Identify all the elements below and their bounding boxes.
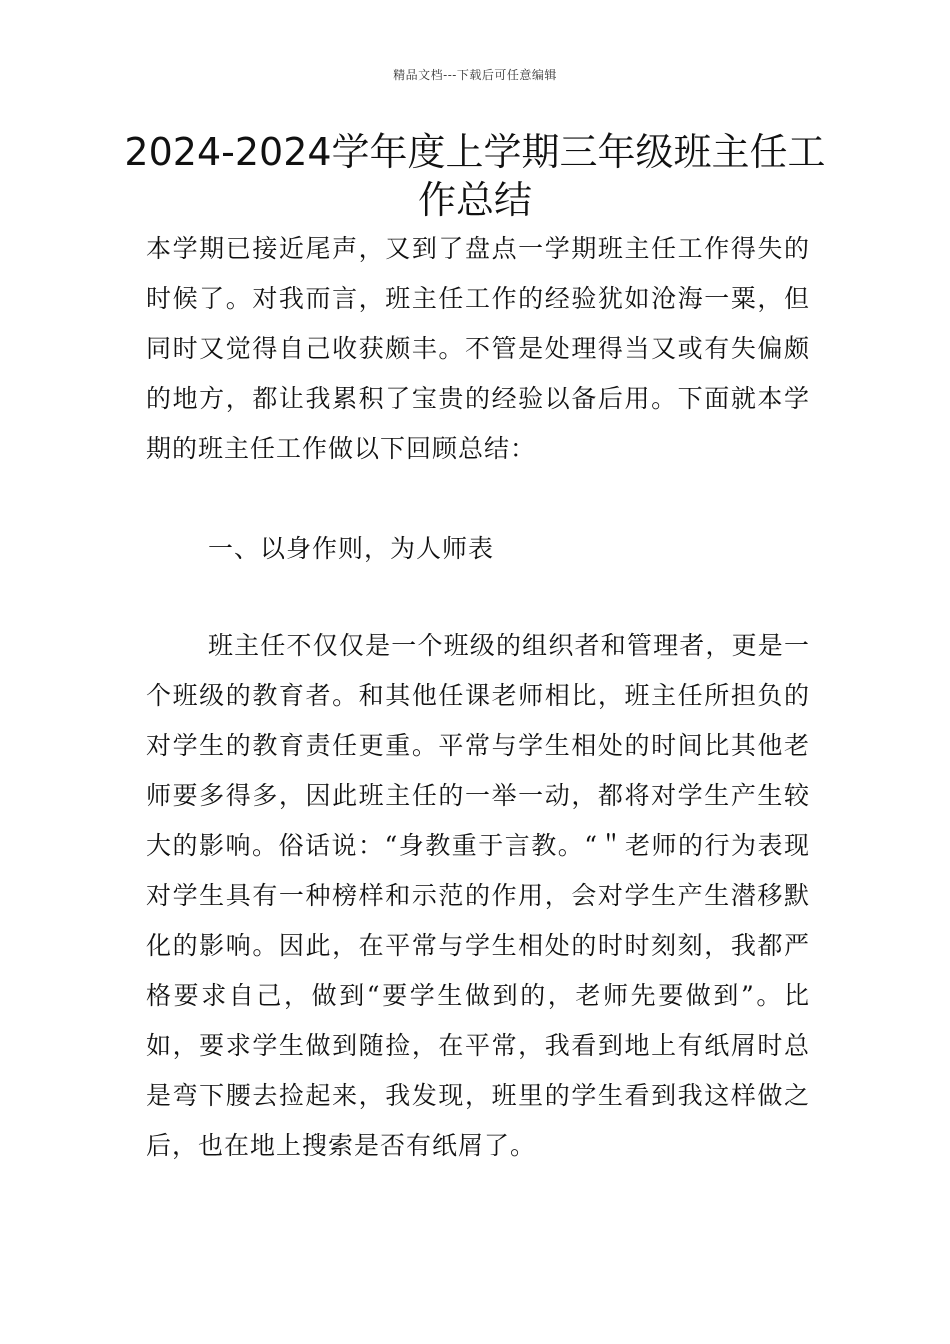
section-heading: 一、以身作则，为人师表 [208,534,495,563]
document-title: 2024-2024学年度上学期三年级班主任工作总结 [124,130,826,222]
intro-paragraph: 本学期已接近尾声，又到了盘点一学期班主任工作得失的时候了。对我而言，班主任工作的经验犹如沧海一粟，但同时又觉得自己收获颇丰。不管是处理得当又或有失偏颇的地方，都让我累积了宝贵的经验以备后用。下面就本学期的班主任工作做以下回顾总结： [146,234,810,463]
section-paragraph: 班主任不仅仅是一个班级的组织者和管理者，更是一个班级的教育者。和其他任课老师相比，班主任所担负的对学生的教育责任更重。平常与学生相处的时间比其他老师要多得多，因此班主任的一举一动，都将对学生产生较大的影响。俗话说：“身教重于言教。“＂老师的行为表现对学生具有一种榜样和示范的作用，会对学生产生潜移默化的影响。因此，在平常与学生相处的时时刻刻，我都严格要求自己，做到“要学生做到的，老师先要做到”。比如，要求学生做到随捡，在平常，我看到地上有纸屑时总是弯下腰去捡起来，我发现，班里的学生看到我这样做之后，也在地上搜索是否有纸屑了。 [146,631,810,1160]
page-header: 精品文档---下载后可任意编辑 [393,68,557,82]
